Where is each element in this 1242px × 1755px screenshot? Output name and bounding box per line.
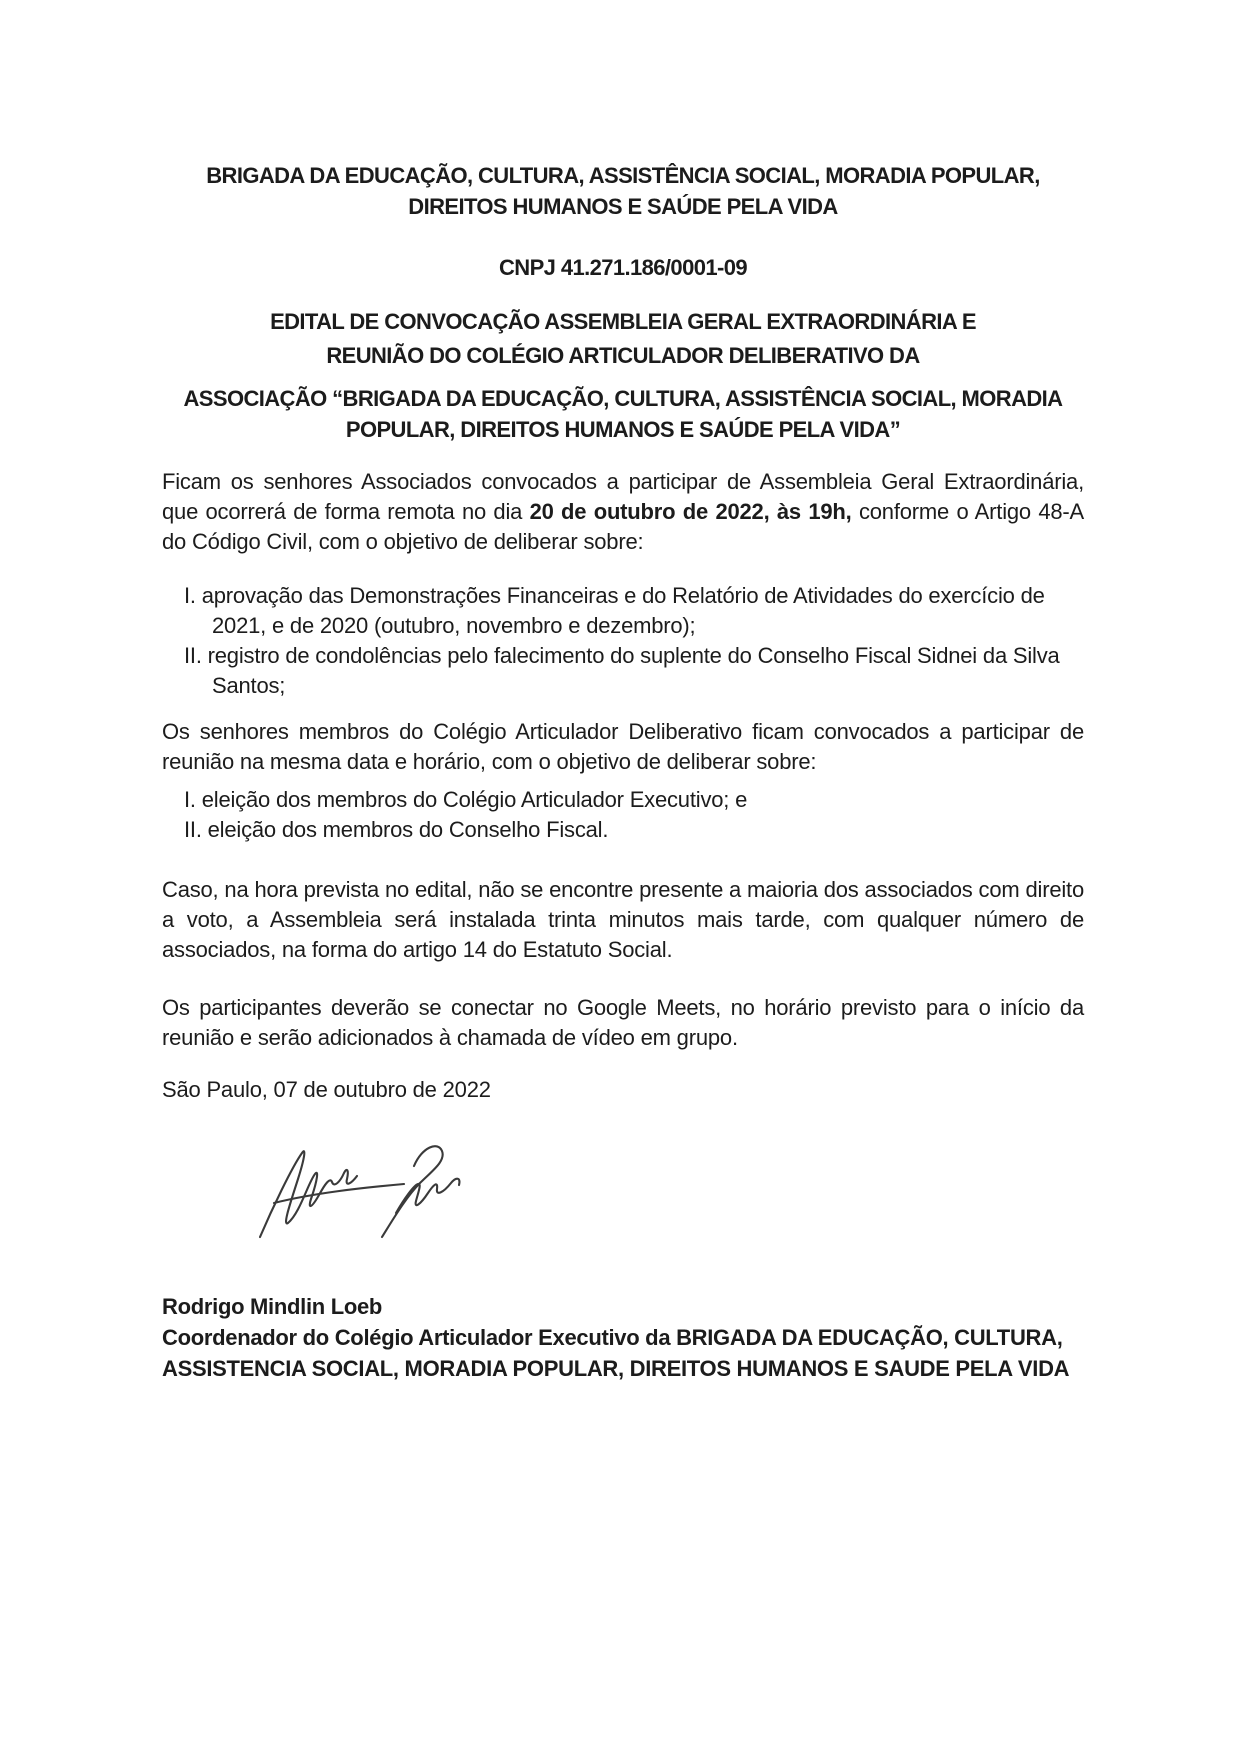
paragraph-convocation bbox=[162, 467, 1084, 557]
paragraph-convocation-text-1: Ficam os senhores Associados convocados a participar de Assembleia Geral Extraordinária, que ocorrerá de forma remota no dia bbox=[162, 469, 1084, 524]
paragraph-convocation-text-2: conforme o Artigo 48-A do Código Civil, com o objetivo de deliberar sobre: bbox=[162, 499, 1085, 554]
paragraph-colegio: Os senhores membros do Colégio Articulador Deliberativo ficam convocados a participar de reunião na mesma data e horário, com o objetivo de deliberar sobre: bbox=[162, 719, 1084, 774]
org-name-title: BRIGADA DA EDUCAÇÃO, CULTURA, ASSISTÊNCIA SOCIAL, MORADIA POPULAR, DIREITOS HUMANOS E SAÚDE PELA VIDA bbox=[206, 163, 1040, 219]
agenda-item: II. registro de condolências pelo falecimento do suplente do Conselho Fiscal Sidnei da Silva Santos; bbox=[184, 643, 1060, 698]
city-date-line: São Paulo, 07 de outubro de 2022 bbox=[162, 1077, 491, 1102]
edital-title bbox=[162, 305, 1084, 373]
agenda-item: II. eleição dos membros do Conselho Fiscal. bbox=[184, 817, 609, 842]
agenda-list-assembly bbox=[162, 581, 1084, 701]
handwritten-signature-image bbox=[248, 1133, 478, 1245]
agenda-item: I. eleição dos membros do Colégio Articulador Executivo; e bbox=[184, 787, 748, 812]
association-title: ASSOCIAÇÃO “BRIGADA DA EDUCAÇÃO, CULTURA, ASSISTÊNCIA SOCIAL, MORADIA POPULAR, DIREITOS HUMANOS E SAÚDE PELA VIDA” bbox=[183, 386, 1063, 442]
paragraph-google-meets: Os participantes deverão se conectar no Google Meets, no horário previsto para o início da reunião e serão adicionados à chamada de vídeo em grupo. bbox=[162, 995, 1084, 1050]
signature-scribble-icon bbox=[248, 1133, 478, 1245]
edital-title-line2: REUNIÃO DO COLÉGIO ARTICULADOR DELIBERATIVO DA bbox=[326, 343, 920, 368]
signatory-block bbox=[162, 1291, 1084, 1384]
signatory-name: Rodrigo Mindlin Loeb bbox=[162, 1294, 383, 1319]
cnpj-line: CNPJ 41.271.186/0001-09 bbox=[499, 255, 747, 280]
paragraph-quorum: Caso, na hora prevista no edital, não se encontre presente a maioria dos associados com direito a voto, a Assembleia será instalada trinta minutos mais tarde, com qualquer número de associados, na forma do artigo 14 do Estatuto Social. bbox=[162, 877, 1084, 962]
meeting-datetime: 20 de outubro de 2022, às 19h, bbox=[529, 499, 852, 524]
edital-title-line1: EDITAL DE CONVOCAÇÃO ASSEMBLEIA GERAL EXTRAORDINÁRIA E bbox=[270, 309, 976, 334]
signatory-role: Coordenador do Colégio Articulador Executivo da BRIGADA DA EDUCAÇÃO, CULTURA, ASSISTENCIA SOCIAL, MORADIA POPULAR, DIREITOS HUMANOS E SAUDE PELA VIDA bbox=[162, 1325, 1070, 1381]
agenda-list-colegio bbox=[162, 785, 1084, 845]
agenda-item: I. aprovação das Demonstrações Financeiras e do Relatório de Atividades do exercício de 2021, e de 2020 (outubro, novembro e dezembro); bbox=[184, 583, 1045, 638]
